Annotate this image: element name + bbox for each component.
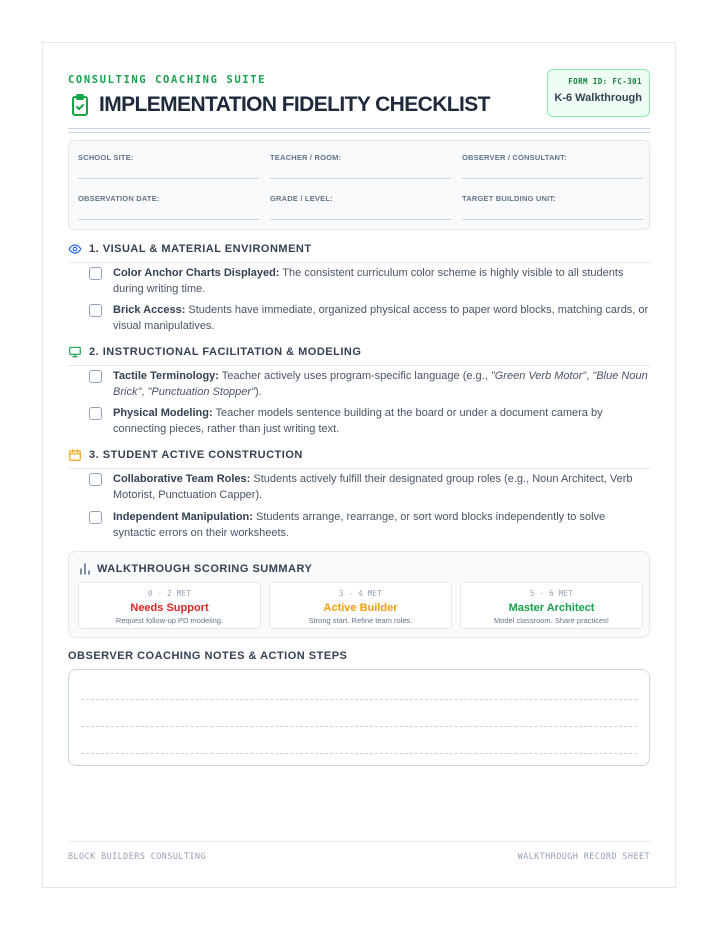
- suite-label: CONSULTING COACHING SUITE: [68, 74, 267, 86]
- target-unit-field[interactable]: [462, 194, 643, 220]
- page-content: [68, 43, 650, 887]
- field-line: [270, 218, 451, 220]
- notes-line: [81, 699, 637, 700]
- section-student-construction: [68, 448, 650, 469]
- scoring-summary: [68, 551, 650, 638]
- tier-note: Strong start. Refine team roles.: [308, 616, 413, 625]
- observation-date-field[interactable]: [78, 194, 259, 220]
- header-divider: [68, 128, 650, 133]
- tier-range: 0 - 2 MET: [147, 589, 192, 598]
- checkbox[interactable]: [89, 370, 102, 383]
- field-line: [462, 218, 643, 220]
- field-label: TEACHER / ROOM:: [270, 153, 342, 162]
- item-text: Color Anchor Charts Displayed: The consistent curriculum color scheme is highly visible to all students during writing time.: [113, 267, 624, 295]
- field-label: TARGET BUILDING UNIT:: [462, 194, 557, 203]
- checkbox[interactable]: [89, 407, 102, 420]
- page-title: IMPLEMENTATION FIDELITY CHECKLIST: [99, 93, 490, 116]
- checkbox[interactable]: [89, 511, 102, 524]
- checklist-item: [89, 509, 650, 541]
- section-title: 3. STUDENT ACTIVE CONSTRUCTION: [89, 449, 303, 461]
- checkbox[interactable]: [89, 267, 102, 280]
- tier-range: 3 - 4 MET: [338, 589, 383, 598]
- item-text: Collaborative Team Roles: Students actively fulfill their designated group roles (e.g., Noun Architect, Verb Motorist, Punctuation Capper).: [113, 473, 633, 501]
- observer-consultant-field[interactable]: [462, 153, 643, 179]
- title-row: [68, 93, 490, 117]
- teacher-room-field[interactable]: [270, 153, 451, 179]
- checklist-item: [89, 471, 650, 503]
- form-id: FORM ID: FC-301: [568, 77, 642, 86]
- section-instructional-facilitation: [68, 345, 650, 366]
- calendar-icon: [68, 448, 82, 462]
- checkbox[interactable]: [89, 473, 102, 486]
- field-line: [78, 218, 259, 220]
- item-text: Tactile Terminology: Teacher actively uses program-specific language (e.g., "Green Verb Motor", "Blue Noun Brick", "Punctuation Stopper").: [113, 370, 648, 398]
- item-text: Independent Manipulation: Students arrange, rearrange, or sort word blocks independently to solve syntactic errors on their worksheets.: [113, 511, 606, 539]
- section-title: 2. INSTRUCTIONAL FACILITATION & MODELING: [89, 346, 362, 358]
- observation-info-box: [68, 140, 650, 230]
- tier-note: Request follow-up PD modeling.: [115, 616, 224, 625]
- tier-note: Model classroom. Share practices!: [493, 616, 610, 625]
- checklist-item: [89, 405, 650, 437]
- notes-line: [81, 753, 637, 754]
- item-text: Physical Modeling: Teacher models sentence building at the board or under a document camera by connecting pieces, rather than just writing text.: [113, 407, 603, 435]
- tier-needs-support: [78, 582, 261, 629]
- checklist-item: [89, 265, 650, 297]
- scoring-title: WALKTHROUGH SCORING SUMMARY: [97, 562, 313, 575]
- section-visual-environment: [68, 242, 650, 263]
- checklist-page: [42, 42, 676, 888]
- checkbox[interactable]: [89, 304, 102, 317]
- field-label: SCHOOL SITE:: [78, 153, 134, 162]
- section-title: 1. VISUAL & MATERIAL ENVIRONMENT: [89, 243, 312, 255]
- school-site-field[interactable]: [78, 153, 259, 179]
- footer-divider: [68, 841, 650, 842]
- field-line: [78, 177, 259, 179]
- tier-master-architect: [460, 582, 643, 629]
- form-type: K-6 Walkthrough: [554, 92, 642, 104]
- checklist-item: [89, 302, 650, 334]
- notes-line: [81, 726, 637, 727]
- notes-title: OBSERVER COACHING NOTES & ACTION STEPS: [68, 650, 348, 662]
- field-label: GRADE / LEVEL:: [270, 194, 333, 203]
- field-label: OBSERVER / CONSULTANT:: [462, 153, 567, 162]
- scoring-header: [79, 562, 312, 575]
- presentation-icon: [68, 345, 82, 359]
- footer-left: BLOCK BUILDERS CONSULTING: [68, 852, 206, 862]
- notes-area[interactable]: [68, 669, 650, 766]
- tier-name: Master Architect: [508, 602, 595, 614]
- footer-right: WALKTHROUGH RECORD SHEET: [517, 852, 650, 862]
- item-text: Brick Access: Students have immediate, organized physical access to paper word blocks, matching cards, or visual manipulatives.: [113, 304, 649, 332]
- form-id-badge: [547, 69, 650, 117]
- field-label: OBSERVATION DATE:: [78, 194, 160, 203]
- tier-name: Needs Support: [130, 602, 209, 614]
- tier-range: 5 - 6 MET: [529, 589, 574, 598]
- checklist-item: [89, 368, 650, 400]
- field-line: [462, 177, 643, 179]
- tier-active-builder: [269, 582, 452, 629]
- clipboard-check-icon: [68, 93, 92, 117]
- field-line: [270, 177, 451, 179]
- bar-chart-icon: [79, 562, 91, 575]
- grade-level-field[interactable]: [270, 194, 451, 220]
- eye-icon: [68, 242, 82, 256]
- tier-name: Active Builder: [323, 602, 398, 614]
